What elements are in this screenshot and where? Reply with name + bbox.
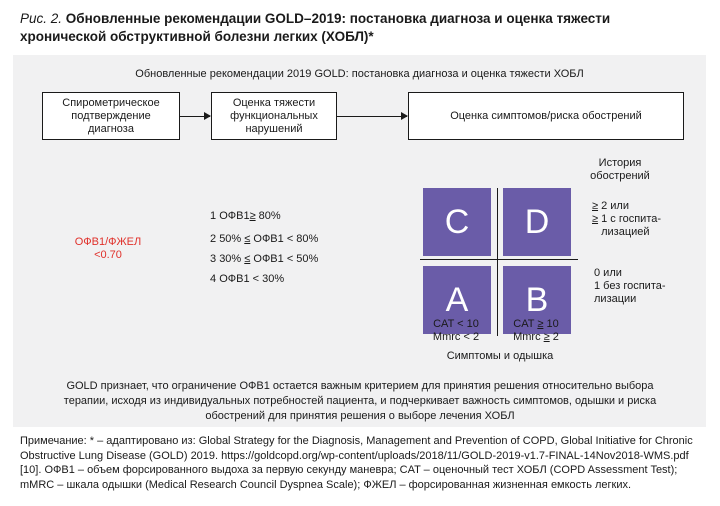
figure-title: Обновленные рекомендации GOLD–2019: постановка диагноза и оценка тяжести хронической обструктивной болезни легких (ХОБЛ)* [20,11,611,44]
diagram-note: GOLD признает, что ограничение ОФВ1 остается важным критерием для принятия решения относительно выбора терапии, исходя из индивидуальных потребностей пациента, и подчеркивает важность симптомов, одышки и риска обострений для принятия решения о выборе лечения ХОБЛ [63,380,657,422]
group-d-square: D [503,188,571,256]
symptoms-axis-label: Симптомы и одышка [446,350,554,362]
figure-number: Рис. 2. [20,11,63,26]
stage-1: 1 ОФВ1≥ 80% [210,210,281,222]
symptoms-low: CAT < 10 Mmrc < 2 [432,318,480,343]
ratio-criterion [68,236,148,262]
symptoms-high: CAT ≥ 10 Mmrc ≥ 2 [513,318,559,343]
stage-2: 2 50% ≤ ОФВ1 < 80% [210,233,319,245]
stage-3: 3 30% ≤ ОФВ1 < 50% [210,253,319,265]
history-title: История обострений [590,157,650,182]
ratio-label: ОФВ1/ФЖЕЛ [74,236,142,248]
diagram-title: Обновленные рекомендации 2019 GOLD: постановка диагноза и оценка тяжести ХОБЛ [135,68,584,80]
stage-4: 4 ОФВ1 < 30% [210,273,285,285]
ratio-value: <0.70 [94,249,122,261]
flow-box-spirometry: Спирометрическое подтверждение диагноза [42,92,180,140]
flow-box-symptoms-risk: Оценка симптомов/риска обострений [408,92,684,140]
flow-box-severity: Оценка тяжести функциональных нарушений [211,92,337,140]
history-high: ≥ 2 или ≥ 1 с госпита- лизацией [592,200,662,238]
footnote: Примечание: * – адаптировано из: Global Strategy for the Diagnosis, Management and Prevention of COPD, Global Initiative for Chronic Obstructive Lung Disease (GOLD) 2019. https://goldcopd.org/wp-content/uploads/2018/11/GOLD-2019-v1.7-FINAL-14Nov2018-WMS.pdf [10]. ОФВ1 – объем форсированного выдоха за первую секунду маневра; CAT – оценочный тест ХОБЛ (COPD Assessment Test); mMRC – шкала одышки (Medical Research Council Dyspnea Scale); ФЖЕЛ – форсированная жизненная емкость легких. [20,435,693,491]
grid-divider-horizontal [420,259,578,260]
group-b-square: B [503,266,571,334]
history-low: 0 или 1 без госпита- лизации [594,267,666,305]
figure-caption [20,10,700,46]
group-a-square: A [423,266,491,334]
grid-divider-vertical [497,188,498,336]
group-c-square: C [423,188,491,256]
flow-arrow-2 [337,116,407,117]
flow-arrow-1 [180,116,210,117]
